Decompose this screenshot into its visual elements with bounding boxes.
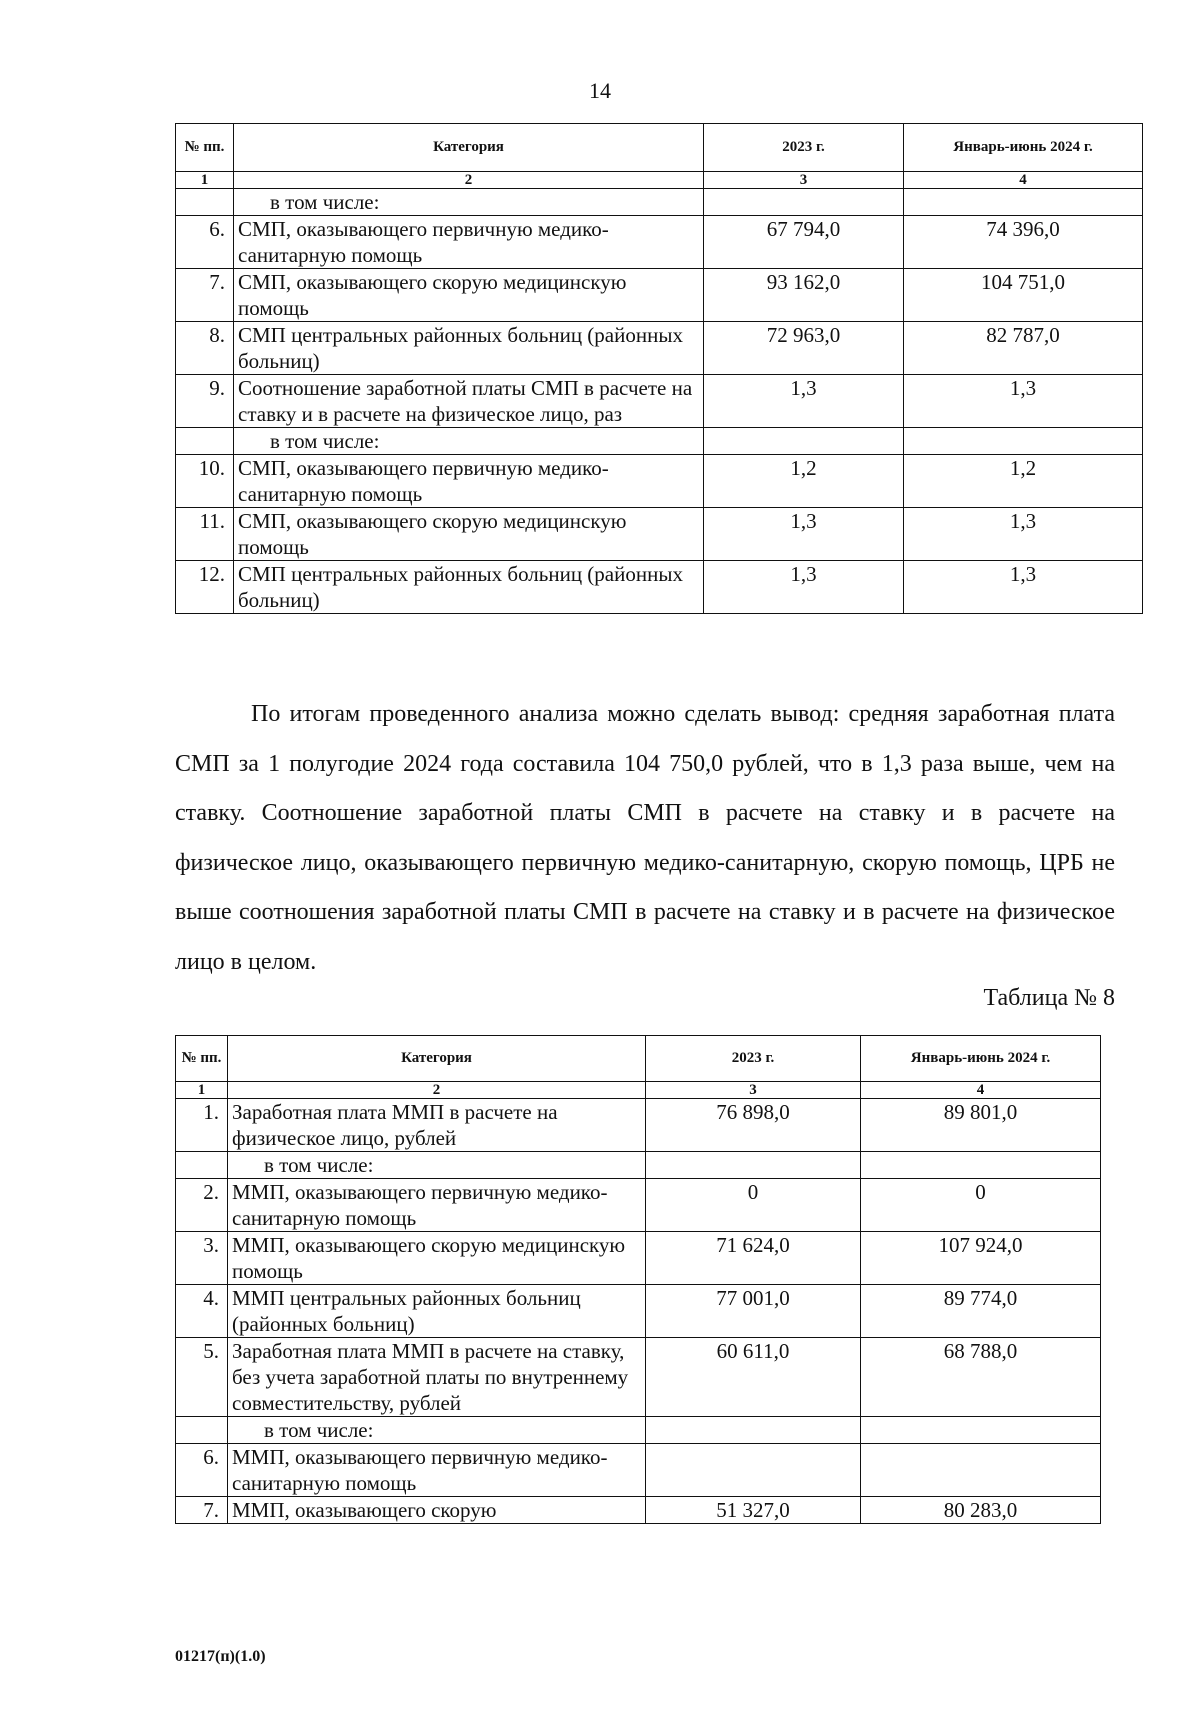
value-2023 [646,1152,861,1179]
value-2024 [904,189,1143,216]
row-number: 10. [176,455,234,508]
row-number: 7. [176,1497,228,1524]
column-index-row [176,1082,1101,1099]
value-2024: 80 283,0 [861,1497,1101,1524]
row-category: ММП, оказывающего первичную медико-санитарную помощь [228,1179,646,1232]
table-row [176,375,1143,428]
row-category: Заработная плата ММП в расчете на физическое лицо, рублей [228,1099,646,1152]
value-2024: 82 787,0 [904,322,1143,375]
row-number [176,428,234,455]
value-2024: 1,3 [904,561,1143,614]
row-number [176,189,234,216]
table-row [176,1179,1101,1232]
table-row [176,1152,1101,1179]
row-number: 7. [176,269,234,322]
value-2024: 107 924,0 [861,1232,1101,1285]
column-index: 2 [228,1082,646,1099]
row-number: 3. [176,1232,228,1285]
row-number [176,1152,228,1179]
row-number: 4. [176,1285,228,1338]
column-index: 4 [904,172,1143,189]
value-2024: 1,2 [904,455,1143,508]
value-2024: 1,3 [904,508,1143,561]
column-index: 4 [861,1082,1101,1099]
value-2024 [904,428,1143,455]
table-row [176,1497,1101,1524]
table-8 [175,1035,1101,1524]
table-8-caption: Таблица № 8 [983,985,1115,1011]
value-2023: 77 001,0 [646,1285,861,1338]
table-row [176,1417,1101,1444]
header-category: Категория [234,124,704,172]
value-2023: 93 162,0 [704,269,904,322]
table-row [176,561,1143,614]
value-2023: 0 [646,1179,861,1232]
table-row [176,269,1143,322]
row-number: 8. [176,322,234,375]
value-2024 [861,1152,1101,1179]
header-number: № пп. [176,124,234,172]
value-2023: 51 327,0 [646,1497,861,1524]
header-2023: 2023 г. [704,124,904,172]
table-row [176,189,1143,216]
row-number: 12. [176,561,234,614]
value-2023: 1,2 [704,455,904,508]
value-2023: 1,3 [704,561,904,614]
table-row [176,455,1143,508]
value-2024: 0 [861,1179,1101,1232]
header-jan-jun-2024: Январь-июнь 2024 г. [904,124,1143,172]
column-index: 1 [176,172,234,189]
value-2023 [646,1417,861,1444]
table-row [176,1285,1101,1338]
value-2023: 1,3 [704,508,904,561]
value-2023 [704,189,904,216]
row-category: ММП, оказывающего скорую [228,1497,646,1524]
row-category: СМП, оказывающего первичную медико-санитарную помощь [234,216,704,269]
header-category: Категория [228,1036,646,1082]
row-number: 6. [176,216,234,269]
salary-table-continued [175,123,1143,614]
row-number: 11. [176,508,234,561]
document-code: 01217(п)(1.0) [175,1648,266,1665]
value-2024: 104 751,0 [904,269,1143,322]
value-2023: 71 624,0 [646,1232,861,1285]
column-index: 1 [176,1082,228,1099]
row-category: СМП, оказывающего скорую медицинскую помощь [234,508,704,561]
value-2024 [861,1444,1101,1497]
row-category: в том числе: [228,1152,646,1179]
row-category: в том числе: [234,189,704,216]
row-category: Соотношение заработной платы СМП в расчете на ставку и в расчете на физическое лицо, раз [234,375,704,428]
value-2024: 68 788,0 [861,1338,1101,1417]
row-category: ММП центральных районных больниц (районных больниц) [228,1285,646,1338]
row-category: СМП центральных районных больниц (районных больниц) [234,322,704,375]
header-jan-jun-2024: Январь-июнь 2024 г. [861,1036,1101,1082]
row-category: в том числе: [228,1417,646,1444]
table-body [176,1082,1101,1524]
table-row [176,1338,1101,1417]
row-number: 2. [176,1179,228,1232]
row-category: в том числе: [234,428,704,455]
table-row [176,1444,1101,1497]
table-row [176,1232,1101,1285]
value-2023: 1,3 [704,375,904,428]
row-number: 5. [176,1338,228,1417]
header-2023: 2023 г. [646,1036,861,1082]
value-2024 [861,1417,1101,1444]
column-index: 3 [646,1082,861,1099]
row-number: 9. [176,375,234,428]
value-2024: 1,3 [904,375,1143,428]
value-2024: 89 801,0 [861,1099,1101,1152]
row-category: СМП, оказывающего скорую медицинскую помощь [234,269,704,322]
row-category: Заработная плата ММП в расчете на ставку, без учета заработной платы по внутреннему совместительству, рублей [228,1338,646,1417]
page-number: 14 [589,78,611,103]
value-2023: 60 611,0 [646,1338,861,1417]
row-category: ММП, оказывающего скорую медицинскую помощь [228,1232,646,1285]
table-row [176,1099,1101,1152]
value-2023: 76 898,0 [646,1099,861,1152]
value-2023: 72 963,0 [704,322,904,375]
row-number [176,1417,228,1444]
column-index-row [176,172,1143,189]
header-number: № пп. [176,1036,228,1082]
column-index: 2 [234,172,704,189]
value-2023 [704,428,904,455]
row-number: 6. [176,1444,228,1497]
table-row [176,428,1143,455]
row-category: СМП, оказывающего первичную медико-санитарную помощь [234,455,704,508]
table-row [176,322,1143,375]
value-2024: 74 396,0 [904,216,1143,269]
row-category: ММП, оказывающего первичную медико-санитарную помощь [228,1444,646,1497]
table-row [176,508,1143,561]
value-2023: 67 794,0 [704,216,904,269]
table-body [176,172,1143,614]
analysis-paragraph: По итогам проведенного анализа можно сделать вывод: средняя заработная плата СМП за 1 полугодие 2024 года составила 104 750,0 рублей, что в 1,3 раза выше, чем на ставку. Соотношение заработной платы СМП в расчете на ставку и в расчете на физическое лицо, оказывающего первичную медико-санитарную, скорую помощь, ЦРБ не выше соотношения заработной платы СМП в расчете на ставку и в расчете на физическое лицо в целом. [175,701,1115,975]
row-category: СМП центральных районных больниц (районных больниц) [234,561,704,614]
column-index: 3 [704,172,904,189]
value-2023 [646,1444,861,1497]
value-2024: 89 774,0 [861,1285,1101,1338]
table-row [176,216,1143,269]
row-number: 1. [176,1099,228,1152]
